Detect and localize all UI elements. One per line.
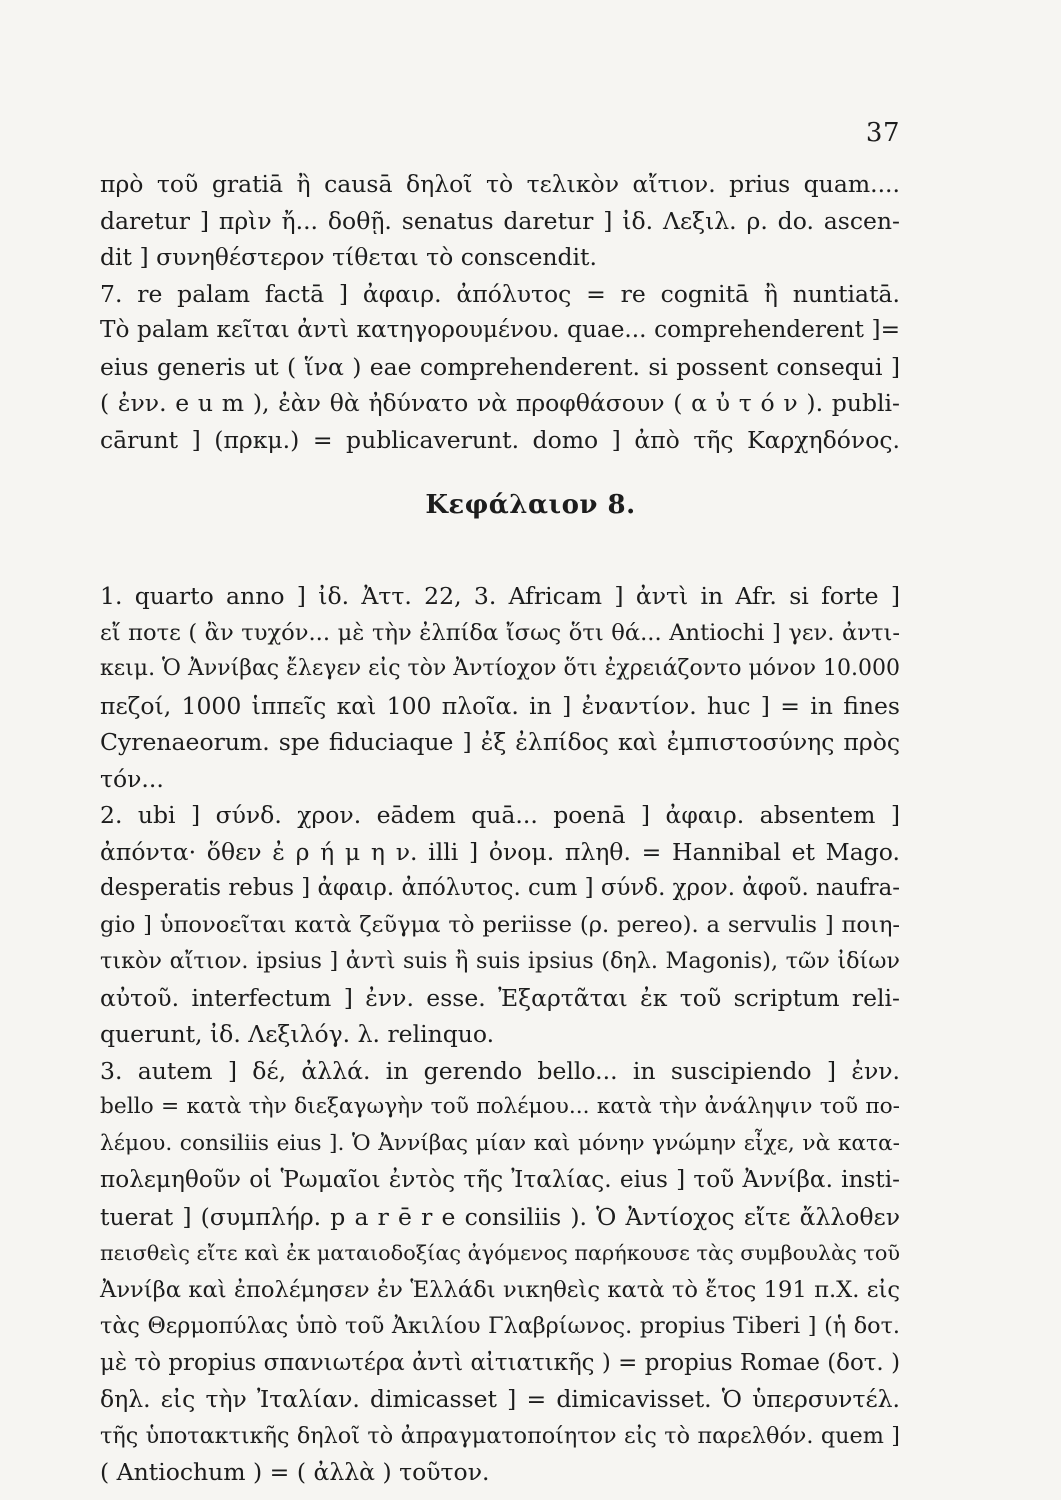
text-line: τῆς ὑποτακτικῆς δηλοῖ τὸ ἀπραγματοποίητον εἰς τὸ παρελθόν. quem ] bbox=[100, 1422, 900, 1449]
text-line: κειμ. Ὁ Ἀννίβας ἔλεγεν εἰς τὸν Ἀντίοχον ὅτι ἐχρειάζοντο μόνον 10.000 bbox=[100, 656, 900, 681]
text-line: dit ] συνηθέστερον τίθεται τὸ conscendit. bbox=[100, 243, 597, 271]
text-line: 2. ubi ] σύνδ. χρον. eādem quā... poenā ] ἀφαιρ. absentem ] bbox=[100, 801, 900, 829]
text-line: 3. autem ] δέ, ἀλλά. in gerendo bello... in suscipiendo ] ἐνν. bbox=[100, 1056, 900, 1085]
text-line: τὰς Θερμοπύλας ὑπὸ τοῦ Ἀκιλίου Γλαβρίωνος. propius Tiberi ] (ἡ δοτ. bbox=[100, 1313, 900, 1339]
text-line: 1. quarto anno ] ἰδ. Ἀττ. 22, 3. Africam ] ἀντὶ in Afr. si forte ] bbox=[100, 582, 900, 610]
commentary-section-1 bbox=[100, 166, 900, 458]
text-line: εἴ ποτε ( ἂν τυχόν... μὲ τὴν ἐλπίδα ἴσως ὅτι θά... Antiochi ] γεν. ἀντι- bbox=[100, 619, 900, 646]
text-line: δηλ. εἰς τὴν Ἰταλίαν. dimicasset ] = dimicavisset. Ὁ ὑπερσυντέλ. bbox=[100, 1385, 900, 1413]
text-line: λέμου. consiliis eius ]. Ὁ Ἀννίβας μίαν καὶ μόνην γνώμην εἶχε, νὰ κατα- bbox=[100, 1130, 900, 1156]
text-line: πεισθεὶς εἴτε καὶ ἐκ ματαιοδοξίας ἀγόμενος παρήκουσε τὰς συμβουλὰς τοῦ bbox=[100, 1241, 900, 1265]
text-line: bello = κατὰ τὴν διεξαγωγὴν τοῦ πολέμου... κατὰ τὴν ἀνάληψιν τοῦ πο- bbox=[100, 1094, 900, 1119]
text-line: πρὸ τοῦ gratiā ἢ causā δηλοῖ τὸ τελικὸν αἴτιον. prius quam.... bbox=[100, 170, 900, 198]
text-line: αὐτοῦ. interfectum ] ἐνν. esse. Ἐξαρτᾶται ἐκ τοῦ scriptum reli- bbox=[100, 983, 900, 1012]
text-line: ( Antiochum ) = ( ἀλλὰ ) τοῦτον. bbox=[100, 1458, 490, 1486]
text-line: desperatis rebus ] ἀφαιρ. ἀπόλυτος. cum ] σύνδ. χρον. ἀφοῦ. naufra- bbox=[100, 875, 900, 901]
text-line: ( ἐνν. e u m ), ἐὰν θὰ ἠδύνατο νὰ προφθάσουν ( α ὐ τ ό ν ). publi- bbox=[100, 389, 900, 417]
text-line: Τὸ palam κεῖται ἀντὶ κατηγορουμένου. quae... comprehenderent ]= bbox=[100, 316, 900, 343]
text-line: πολεμηθοῦν οἱ Ῥωμαῖοι ἐντὸς τῆς Ἰταλίας. eius ] τοῦ Ἀννίβα. insti- bbox=[100, 1166, 900, 1193]
text-line: tuerat ] (συμπλήρ. p a r ē r e consiliis ). Ὁ Ἀντίοχος εἴτε ἄλλοθεν bbox=[100, 1202, 900, 1231]
text-line: τόν... bbox=[100, 764, 164, 793]
text-line: gio ] ὑπονοεῖται κατὰ ζεῦγμα τὸ periisse (ρ. pereo). a servulis ] ποιη- bbox=[100, 911, 900, 938]
text-line: cārunt ] (πρκμ.) = publicaverunt. domo ] ἀπὸ τῆς Καρχηδόνος. bbox=[100, 425, 900, 454]
text-line: querunt, ἰδ. Λεξιλόγ. λ. relinquo. bbox=[100, 1020, 495, 1048]
commentary-section-2 bbox=[100, 578, 900, 1491]
text-line: μὲ τὸ propius σπανιωτέρα ἀντὶ αἰτιατικῆς ) = propius Romae (δοτ. ) bbox=[100, 1349, 900, 1376]
text-line: daretur ] πρὶν ἤ... δοθῇ. senatus daretur ] ἰδ. Λεξιλ. ρ. do. ascen- bbox=[100, 206, 900, 235]
text-line: Cyrenaeorum. spe fiduciaque ] ἐξ ἐλπίδος καὶ ἐμπιστοσύνης πρὸς bbox=[100, 728, 900, 756]
chapter-heading: Κεφάλαιον 8. bbox=[425, 490, 636, 520]
text-line: eius generis ut ( ἵνα ) eae comprehenderent. si possent consequi ] bbox=[100, 352, 900, 381]
text-line: τικὸν αἴτιον. ipsius ] ἀντὶ suis ἢ suis ipsius (δηλ. Magonis), τῶν ἰδίων bbox=[100, 948, 900, 974]
text-line: Ἀννίβα καὶ ἐπολέμησεν ἐν Ἑλλάδι νικηθεὶς κατὰ τὸ ἔτος 191 π.Χ. εἰς bbox=[100, 1276, 900, 1303]
page-number: 37 bbox=[865, 118, 900, 148]
text-line: ἀπόντα· ὅθεν ἐ ρ ή μ η ν. illi ] ὀνομ. πληθ. = Hannibal et Mago. bbox=[100, 837, 900, 866]
text-line: πεζοί, 1000 ἱππεῖς καὶ 100 πλοῖα. in ] ἐναντίον. huc ] = in fines bbox=[100, 691, 900, 720]
text-line: 7. re palam factā ] ἀφαιρ. ἀπόλυτος = re cognitā ἢ nuntiatā. bbox=[100, 279, 900, 308]
